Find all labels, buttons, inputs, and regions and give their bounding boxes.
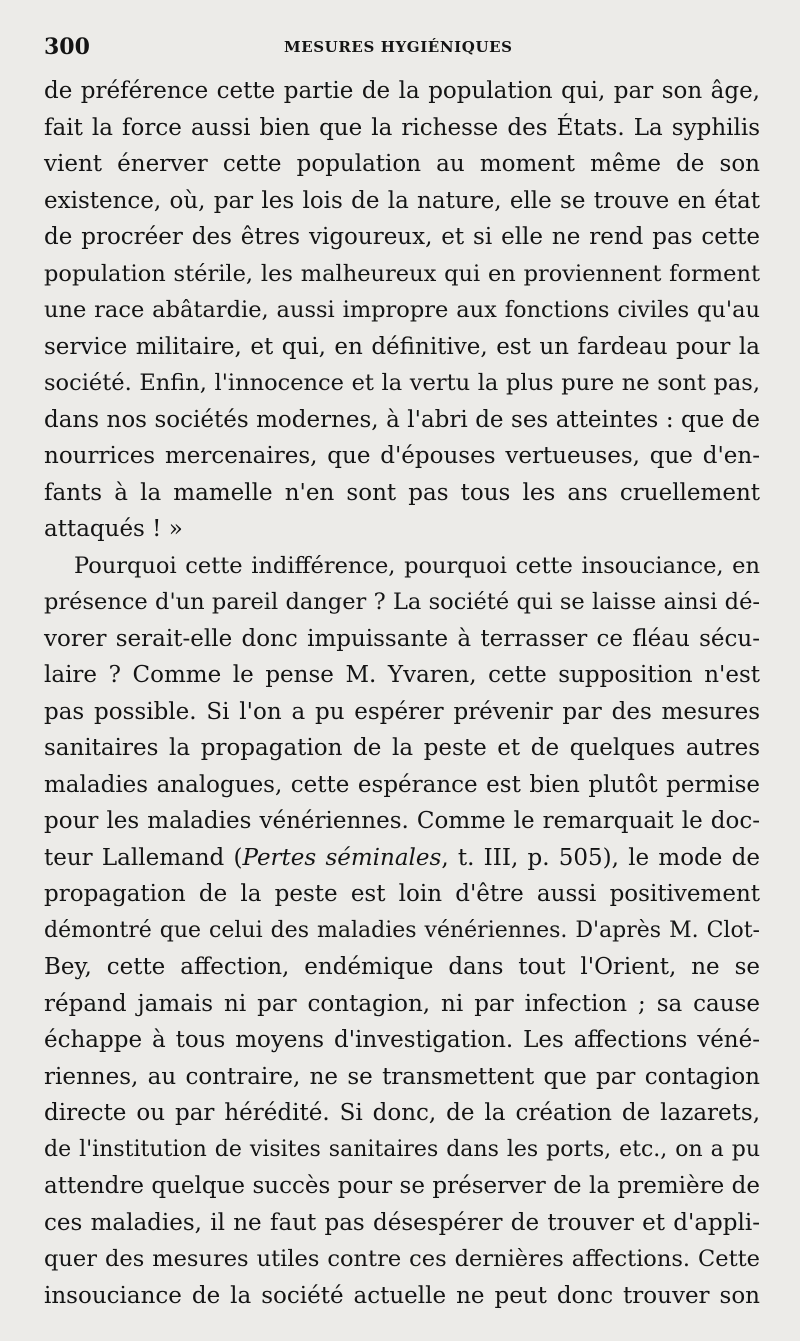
text-line: société. Enfin, l'innocence et la vertu la plus pure ne sont pas, (44, 370, 760, 396)
text-line: riennes, au contraire, ne se transmettent que par contagion (44, 1063, 760, 1090)
text-line: insouciance de la société actuelle ne peut donc trouver son (44, 1282, 760, 1309)
running-head: MESURES HYGIÉNIQUES (284, 38, 513, 56)
text-line: maladies analogues, cette espérance est bien plutôt permise (44, 771, 760, 798)
text-segment: teur Lallemand ( (44, 844, 243, 871)
text-line: vient énerver cette population au moment même de son (44, 151, 760, 177)
text-line-with-citation (44, 840, 760, 877)
text-line: de préférence cette partie de la population qui, par son âge, (44, 78, 760, 104)
text-line: Bey, cette affection, endémique dans tout l'Orient, ne se (44, 954, 760, 980)
text-line: population stérile, les malheureux qui en proviennent forment (44, 260, 760, 287)
text-line: démontré que celui des maladies vénériennes. D'après M. Clot- (44, 917, 760, 943)
citation-title: Pertes séminales (242, 844, 442, 871)
text-line: existence, où, par les lois de la nature, elle se trouve en état (44, 187, 760, 214)
text-line: de procréer des êtres vigoureux, et si elle ne rend pas cette (44, 224, 760, 250)
text-segment: , t. III, p. 505), le mode de (441, 844, 760, 871)
text-line: laire ? Comme le pense M. Yvaren, cette supposition n'est (44, 662, 760, 688)
text-line: attaqués ! » (44, 516, 183, 542)
text-line: de l'institution de visites sanitaires dans les ports, etc., on a pu (44, 1136, 760, 1162)
text-line: vorer serait-elle donc impuissante à terrasser ce fléau sécu- (44, 625, 760, 652)
page-header (44, 0, 760, 60)
text-line: attendre quelque succès pour se préserver de la première de (44, 1173, 760, 1199)
text-line-paragraph-start: Pourquoi cette indifférence, pourquoi cette insouciance, en (74, 552, 760, 579)
page-number: 300 (44, 34, 90, 60)
text-line: pas possible. Si l'on a pu espérer prévenir par des mesures (44, 698, 760, 725)
text-line: propagation de la peste est loin d'être aussi positivement (44, 881, 760, 907)
text-line: répand jamais ni par contagion, ni par infection ; sa cause (44, 990, 760, 1017)
text-line: fait la force aussi bien que la richesse des États. La syphilis (44, 114, 760, 141)
text-line: pour les maladies vénériennes. Comme le remarquait le doc- (44, 808, 760, 834)
text-line: service militaire, et qui, en définitive, est un fardeau pour la (44, 333, 760, 360)
text-line: ces maladies, il ne faut pas désespérer de trouver et d'appli- (44, 1209, 760, 1236)
text-line: dans nos sociétés modernes, à l'abri de ses atteintes : que de (44, 406, 760, 433)
text-line: présence d'un pareil danger ? La société qui se laisse ainsi dé- (44, 589, 760, 615)
text-line: quer des mesures utiles contre ces dernières affections. Cette (44, 1246, 760, 1272)
text-line: sanitaires la propagation de la peste et de quelques autres (44, 735, 760, 761)
text-line: fants à la mamelle n'en sont pas tous les ans cruellement (44, 479, 760, 506)
text-line: échappe à tous moyens d'investigation. Les affections véné- (44, 1027, 760, 1053)
text-line: nourrices mercenaires, que d'épouses vertueuses, que d'en- (44, 443, 760, 469)
body-text (44, 73, 760, 1314)
text-line: une race abâtardie, aussi impropre aux fonctions civiles qu'au (44, 297, 760, 323)
text-line: directe ou par hérédité. Si donc, de la création de lazarets, (44, 1100, 760, 1126)
